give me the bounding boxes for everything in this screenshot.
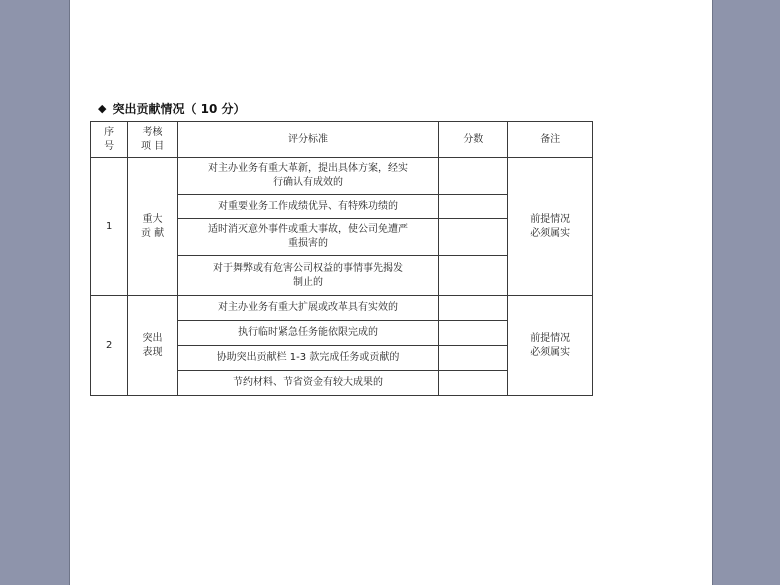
header-item: 考核 项 目 bbox=[128, 122, 177, 158]
section-title-text: 突出贡献情况（ 10 分） bbox=[112, 102, 246, 116]
item-cell: 重大 贡 献 bbox=[128, 158, 177, 296]
score-cell[interactable] bbox=[439, 346, 508, 371]
table-row bbox=[91, 296, 593, 321]
table-row bbox=[91, 158, 593, 195]
score-cell[interactable] bbox=[439, 296, 508, 321]
header-seq: 序 号 bbox=[91, 122, 128, 158]
criteria-cell: 适时消灭意外事件或重大事故，使公司免遭严 重损害的 bbox=[177, 219, 438, 256]
criteria-cell: 对主办业务有重大扩展或改革具有实效的 bbox=[177, 296, 438, 321]
remark-cell: 前提情况 必须属实 bbox=[508, 296, 593, 396]
header-score: 分数 bbox=[439, 122, 508, 158]
seq-cell: 2 bbox=[91, 296, 128, 396]
score-cell[interactable] bbox=[439, 219, 508, 256]
criteria-cell: 对主办业务有重大革新，提出具体方案，经实 行确认有成效的 bbox=[177, 158, 438, 195]
score-cell[interactable] bbox=[439, 195, 508, 219]
criteria-cell: 协助突出贡献栏 1-3 款完成任务或贡献的 bbox=[177, 346, 438, 371]
seq-cell: 1 bbox=[91, 158, 128, 296]
score-cell[interactable] bbox=[439, 158, 508, 195]
criteria-cell: 节约材料、节省资金有较大成果的 bbox=[177, 371, 438, 396]
section-heading bbox=[98, 100, 246, 117]
score-cell[interactable] bbox=[439, 371, 508, 396]
remark-cell: 前提情况 必须属实 bbox=[508, 158, 593, 296]
criteria-cell: 对于舞弊或有危害公司权益的事情事先揭发 制止的 bbox=[177, 256, 438, 296]
header-criteria: 评分标准 bbox=[177, 122, 438, 158]
diamond-icon: ◆ bbox=[98, 102, 107, 115]
header-row bbox=[91, 122, 593, 158]
item-cell: 突出 表现 bbox=[128, 296, 177, 396]
criteria-cell: 执行临时紧急任务能依限完成的 bbox=[177, 321, 438, 346]
header-remark: 备注 bbox=[508, 122, 593, 158]
criteria-cell: 对重要业务工作成绩优异、有特殊功绩的 bbox=[177, 195, 438, 219]
score-cell[interactable] bbox=[439, 321, 508, 346]
score-cell[interactable] bbox=[439, 256, 508, 296]
scoring-table bbox=[90, 121, 593, 396]
